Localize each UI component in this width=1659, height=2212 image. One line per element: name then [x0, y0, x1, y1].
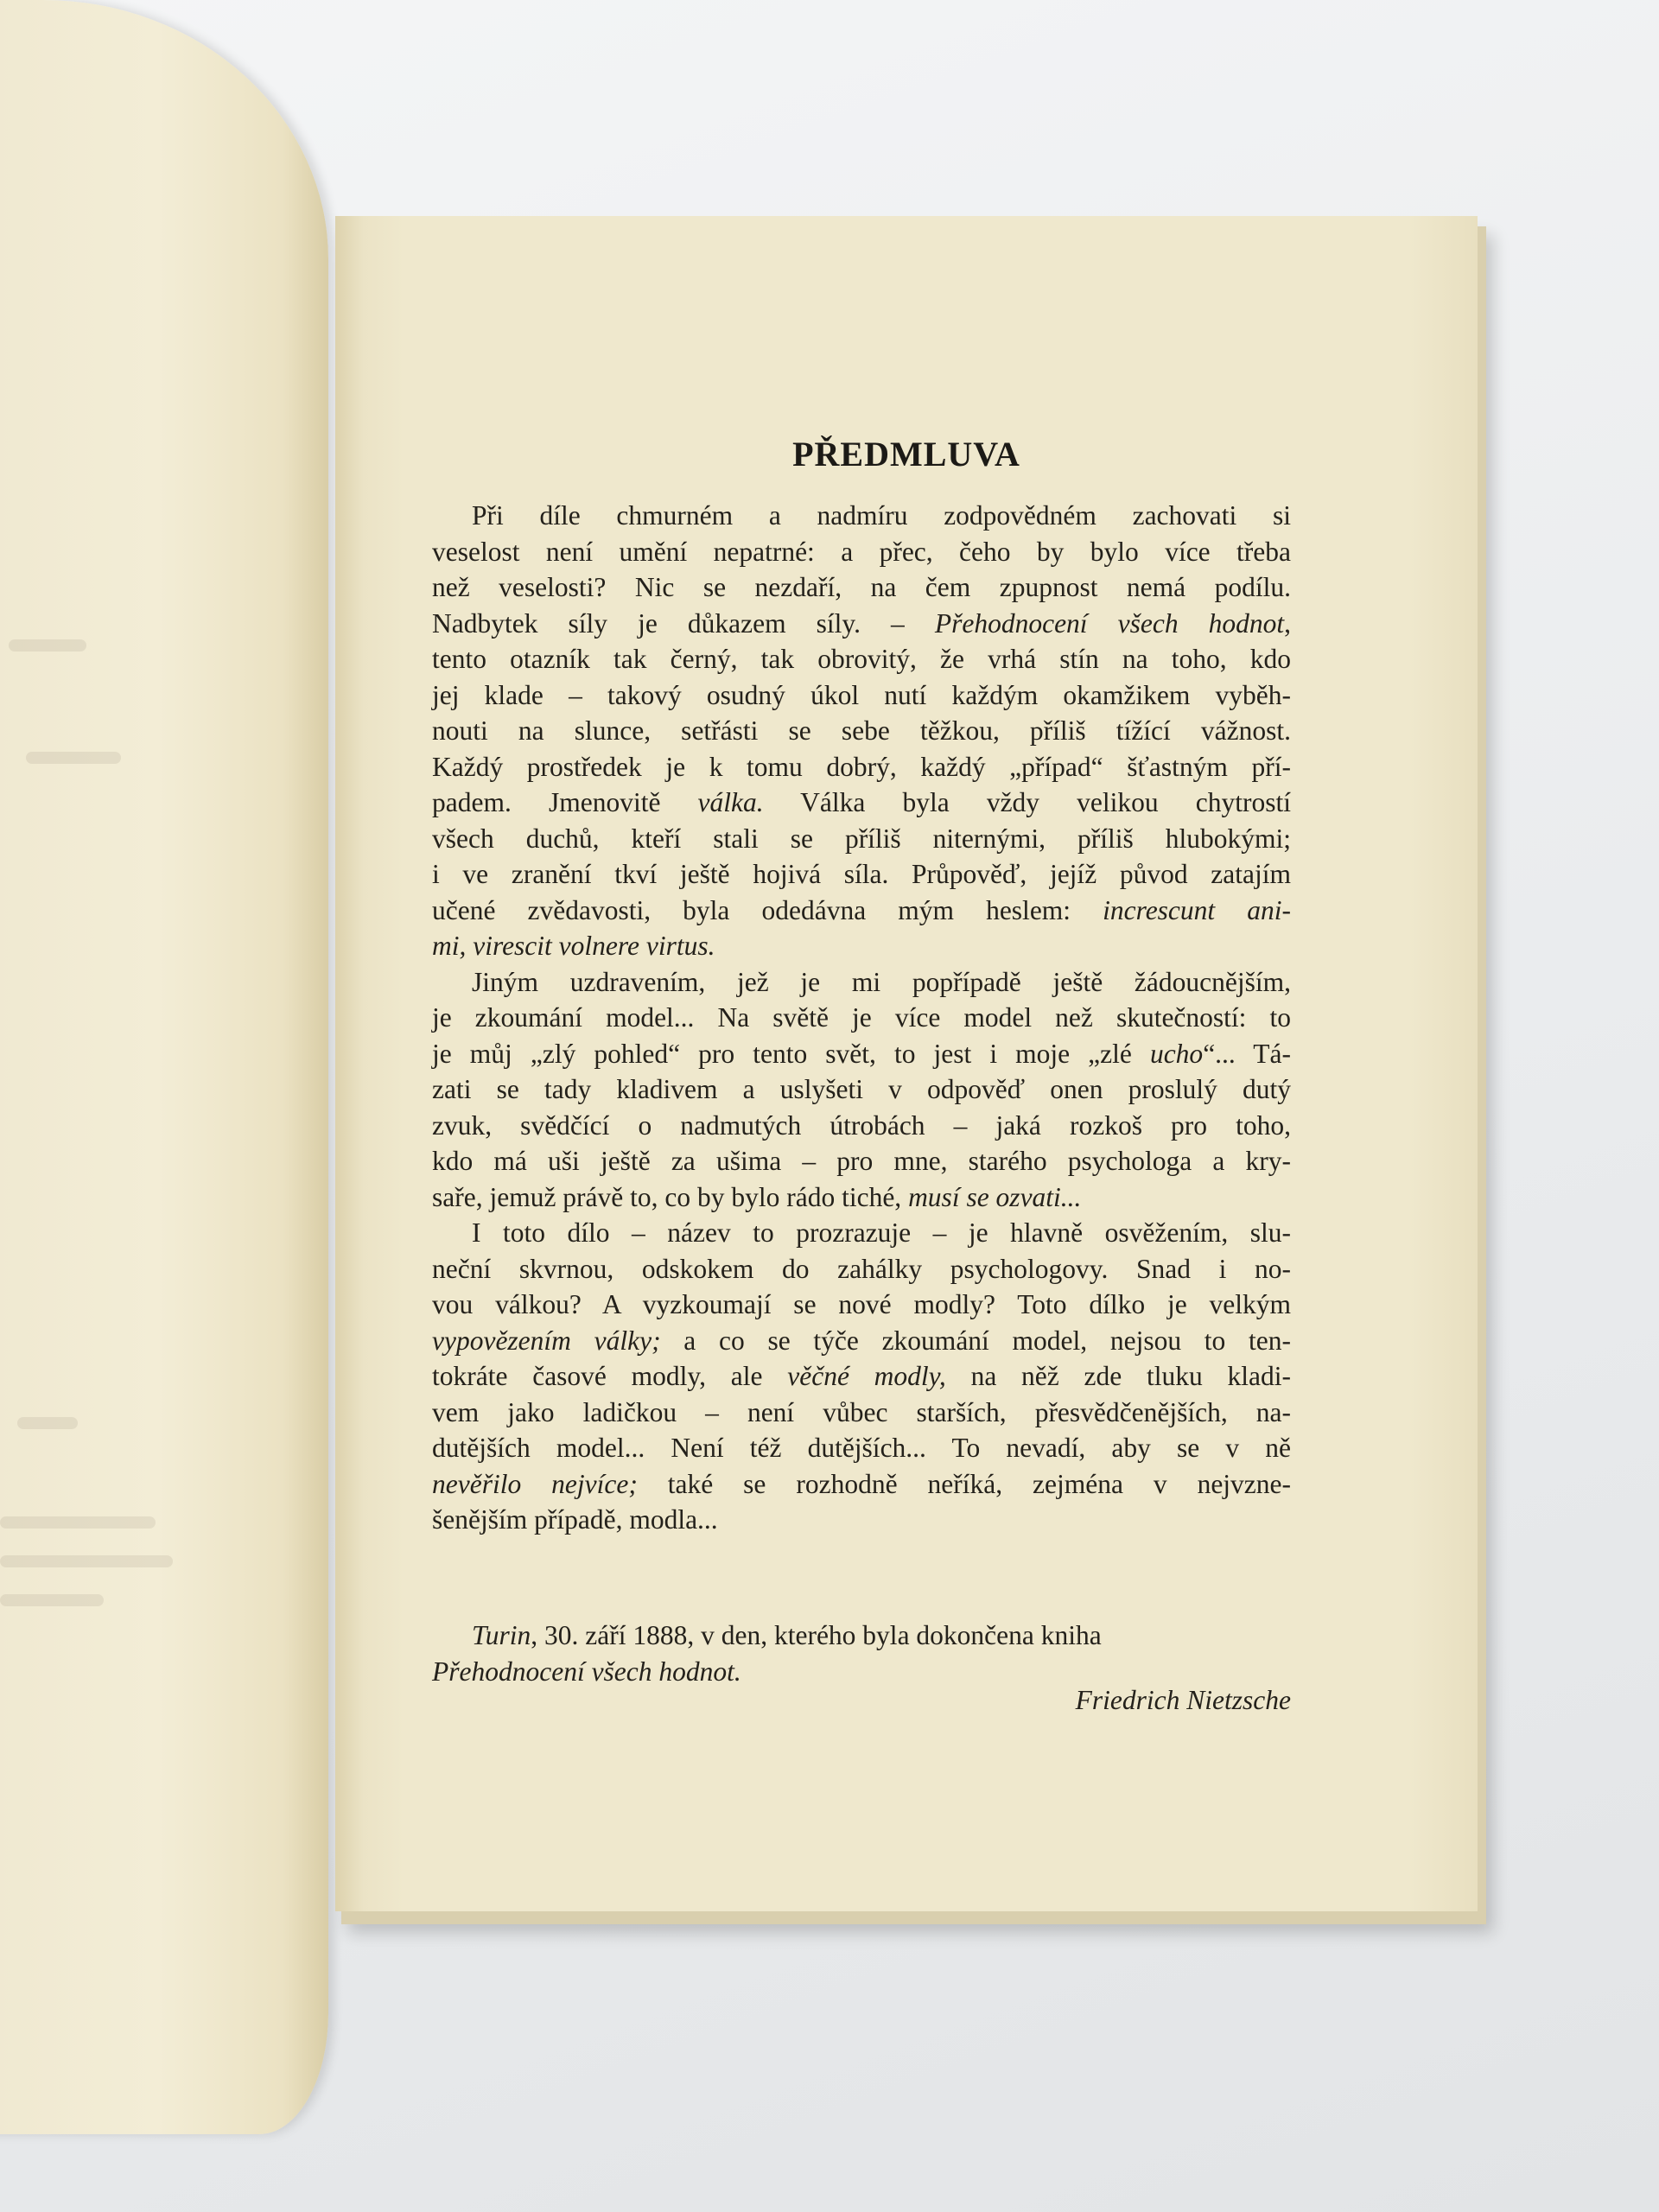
show-through-text [9, 639, 86, 652]
italic-text: increscunt ani- [1103, 894, 1291, 925]
italic-text: mi, virescit volnere virtus. [432, 931, 715, 961]
italic-text: vypovězením války; [432, 1325, 661, 1356]
text-line [432, 1108, 1291, 1144]
italic-text: nevěřilo nejvíce; [432, 1468, 638, 1499]
text-run: “... Tá- [1203, 1038, 1292, 1069]
text-run: Při díle chmurném a nadmíru zodpovědném zachovati si [472, 500, 1291, 531]
text-run: Nadbytek síly je důkazem síly. – [432, 607, 935, 639]
text-run: I toto dílo – název to prozrazuje – je hlavně osvěžením, slu- [472, 1217, 1291, 1248]
paragraph-3 [432, 1215, 1291, 1538]
text-run: veselost není umění nepatrné: a přec, čeho by bylo více třeba [432, 536, 1291, 567]
text-line [432, 1618, 1291, 1654]
text-line [432, 1358, 1291, 1395]
text-line [432, 1395, 1291, 1431]
text-line [432, 534, 1291, 570]
dateline [432, 1618, 1291, 1689]
page-title: PŘEDMLUVA [792, 435, 1020, 474]
italic-text: Turin [472, 1620, 531, 1650]
text-run: neční skvrnou, odskokem do zahálky psychologovy. Snad i no- [432, 1253, 1291, 1284]
text-line [432, 821, 1291, 857]
text-line [432, 928, 1291, 964]
text-run: Válka byla vždy velikou chytrostí [763, 787, 1291, 817]
text-run: kdo má uši ještě za ušima – pro mne, starého psychologa a kry- [432, 1146, 1291, 1176]
body-text [432, 498, 1291, 1538]
show-through-text [0, 1555, 173, 1567]
text-line [432, 1251, 1291, 1287]
text-line [432, 1036, 1291, 1072]
text-line [432, 1287, 1291, 1323]
text-run: šenějším případě, modla... [432, 1504, 718, 1535]
italic-text: válka. [697, 787, 764, 817]
text-run: zati se tady kladivem a uslyšeti v odpověď onen proslulý dutý [432, 1074, 1291, 1104]
text-line [432, 1215, 1291, 1251]
text-run: na něž zde tluku kladi- [945, 1361, 1291, 1391]
text-line [432, 1502, 1291, 1538]
text-run: tokráte časové modly, ale [432, 1361, 788, 1391]
italic-text: ucho [1149, 1038, 1204, 1069]
text-run: také se rozhodně neříká, zejména v nejvzne- [637, 1468, 1292, 1499]
text-run: nouti na slunce, setřásti se sebe těžkou, příliš tížící vážnost. [432, 715, 1291, 746]
text-line [432, 713, 1291, 749]
text-run: saře, jemuž právě to, co by bylo rádo tiché, [432, 1181, 909, 1212]
text-line [432, 893, 1291, 929]
text-line [432, 1000, 1291, 1036]
paragraph-2 [432, 964, 1291, 1216]
text-run: je zkoumání model... Na světě je více model než skutečností: to [432, 1002, 1291, 1033]
paragraph-1 [432, 498, 1291, 964]
text-line [432, 569, 1291, 606]
text-line [432, 1654, 1291, 1690]
left-page [0, 0, 328, 2134]
text-run: vou válkou? A vyzkoumají se nové modly? Toto dílko je velkým [432, 1289, 1291, 1319]
italic-text: věčné modly, [787, 1361, 946, 1391]
show-through-text [0, 1516, 156, 1529]
text-run: všech duchů, kteří stali se příliš niternými, příliš hlubokými; [432, 823, 1291, 854]
show-through-text [0, 1594, 104, 1606]
text-run: Jiným uzdravením, jež je mi popřípadě ještě žádoucnějším, [472, 966, 1291, 997]
text-line [432, 785, 1291, 821]
right-page [335, 216, 1478, 1911]
text-run: jej klade – takový osudný úkol nutí každým okamžikem vyběh- [432, 679, 1291, 710]
signature: Friedrich Nietzsche [1075, 1685, 1291, 1715]
text-line [432, 1179, 1291, 1216]
text-line [432, 498, 1291, 534]
text-line [432, 1323, 1291, 1359]
text-run: je můj „zlý pohled“ pro tento svět, to jest i moje „zlé [432, 1038, 1150, 1069]
text-run: i ve zranění tkví ještě hojivá síla. Průpověď, jejíž původ zatajím [432, 859, 1291, 889]
text-run: vem jako ladičkou – není vůbec starších, přesvědčenějších, na- [432, 1396, 1291, 1427]
show-through-text [26, 752, 121, 764]
text-run: a co se týče zkoumání model, nejsou to ten- [660, 1325, 1291, 1356]
text-line [432, 606, 1291, 642]
text-line [432, 1466, 1291, 1503]
text-line [432, 749, 1291, 785]
text-line [432, 641, 1291, 677]
italic-text: Přehodnocení všech hodnot. [432, 1656, 741, 1687]
text-run: , [1284, 607, 1292, 639]
text-run: padem. Jmenovitě [432, 787, 698, 817]
text-line [432, 1430, 1291, 1466]
text-run: zvuk, svědčící o nadmutých útrobách – jaká rozkoš pro toho, [432, 1109, 1291, 1141]
text-run: učené zvědavosti, byla odedávna mým heslem: [432, 894, 1103, 925]
text-run: dutějších model... Není též dutějších... To nevadí, aby se v ně [432, 1433, 1291, 1463]
text-run: Každý prostředek je k tomu dobrý, každý „případ“ šťastným pří- [432, 751, 1291, 782]
italic-text: musí se ozvati... [908, 1181, 1082, 1212]
text-run: než veselosti? Nic se nezdaří, na čem zpupnost nemá podílu. [432, 572, 1291, 602]
italic-text: Přehodnocení všech hodnot [934, 607, 1285, 639]
text-line [432, 1143, 1291, 1179]
text-run: tento otazník tak černý, tak obrovitý, že vrhá stín na toho, kdo [432, 644, 1291, 674]
text-line [432, 677, 1291, 714]
text-run: , 30. září 1888, v den, kterého byla dokončena kniha [531, 1620, 1102, 1650]
text-line [432, 1071, 1291, 1108]
show-through-text [17, 1417, 78, 1429]
text-line [432, 964, 1291, 1001]
text-line [432, 856, 1291, 893]
